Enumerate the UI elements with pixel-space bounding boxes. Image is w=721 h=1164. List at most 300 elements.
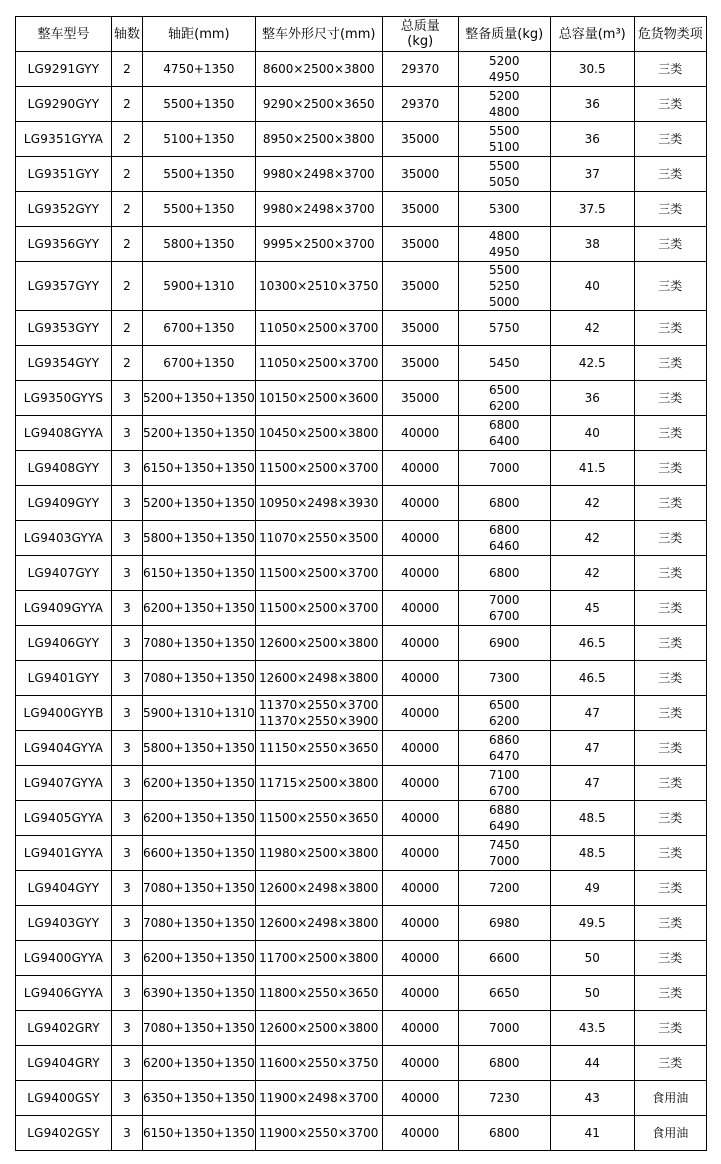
table-row [16,871,707,906]
cell-curb-mass-line: 5500 [488,263,520,277]
cell-hazard-class: 三类 [634,486,706,521]
table-row [16,941,707,976]
cell-curb-mass [458,976,550,1011]
cell-total-mass: 40000 [382,591,458,626]
cell-dimensions-line: 11370×2550×3700 [259,698,379,712]
cell-dimensions-line: 12600×2498×3800 [259,916,379,930]
cell-total-mass: 35000 [382,192,458,227]
cell-curb-mass-line: 4800 [488,229,520,243]
cell-axles: 3 [112,381,143,416]
cell-dimensions [255,311,382,346]
cell-axles: 3 [112,556,143,591]
cell-wheelbase: 6200+1350+1350 [143,1046,256,1081]
cell-hazard-class: 三类 [634,262,706,311]
cell-curb-mass [458,311,550,346]
table-row [16,661,707,696]
cell-total-mass: 40000 [382,731,458,766]
cell-curb-mass [458,626,550,661]
cell-model: LG9351GYY [16,157,112,192]
cell-dimensions-line: 11370×2550×3900 [259,714,379,728]
table-row [16,1116,707,1151]
cell-axles: 3 [112,871,143,906]
table-row [16,227,707,262]
cell-curb-mass-line: 6800 [488,496,520,510]
cell-model: LG9407GYYA [16,766,112,801]
cell-axles: 3 [112,1116,143,1151]
cell-wheelbase: 4750+1350 [143,52,256,87]
cell-total-mass: 35000 [382,346,458,381]
cell-hazard-class: 三类 [634,836,706,871]
cell-total-mass: 35000 [382,157,458,192]
cell-dimensions [255,486,382,521]
cell-model: LG9402GSY [16,1116,112,1151]
cell-curb-mass-line: 7000 [488,461,520,475]
cell-dimensions-line: 12600×2498×3800 [259,881,379,895]
cell-curb-mass-line: 5100 [488,140,520,154]
cell-hazard-class: 三类 [634,661,706,696]
cell-curb-mass [458,1116,550,1151]
cell-hazard-class: 食用油 [634,1081,706,1116]
header-axles: 轴数 [112,17,143,52]
cell-dimensions [255,192,382,227]
cell-curb-mass-line: 4950 [488,245,520,259]
cell-curb-mass [458,801,550,836]
cell-total-mass: 40000 [382,906,458,941]
cell-axles: 2 [112,192,143,227]
cell-wheelbase: 5200+1350+1350 [143,486,256,521]
cell-capacity: 48.5 [550,801,634,836]
cell-dimensions-line: 12600×2500×3800 [259,1021,379,1035]
cell-curb-mass-line: 6500 [488,383,520,397]
cell-curb-mass-line: 7300 [488,671,520,685]
header-model: 整车型号 [16,17,112,52]
cell-model: LG9357GYY [16,262,112,311]
cell-dimensions [255,556,382,591]
cell-wheelbase: 6200+1350+1350 [143,941,256,976]
cell-model: LG9406GYYA [16,976,112,1011]
cell-axles: 3 [112,1081,143,1116]
cell-axles: 3 [112,696,143,731]
cell-model: LG9356GYY [16,227,112,262]
table-body [16,52,707,1151]
cell-dimensions-line: 11050×2500×3700 [259,356,379,370]
cell-hazard-class: 三类 [634,871,706,906]
cell-total-mass: 40000 [382,801,458,836]
cell-dimensions-line: 11500×2550×3650 [259,811,379,825]
cell-wheelbase: 6700+1350 [143,346,256,381]
cell-dimensions [255,1011,382,1046]
cell-capacity: 37.5 [550,192,634,227]
header-curb-mass: 整备质量(kg) [458,17,550,52]
cell-hazard-class: 三类 [634,451,706,486]
cell-curb-mass-line: 6400 [488,434,520,448]
cell-axles: 3 [112,836,143,871]
cell-capacity: 36 [550,87,634,122]
cell-wheelbase: 6150+1350+1350 [143,1116,256,1151]
cell-hazard-class: 三类 [634,1011,706,1046]
cell-curb-mass [458,836,550,871]
cell-capacity: 45 [550,591,634,626]
cell-curb-mass [458,486,550,521]
cell-curb-mass-line: 6470 [488,749,520,763]
cell-dimensions-line: 11070×2550×3500 [259,531,379,545]
cell-total-mass: 29370 [382,52,458,87]
cell-curb-mass-line: 5200 [488,54,520,68]
cell-model: LG9409GYY [16,486,112,521]
cell-axles: 3 [112,766,143,801]
cell-total-mass: 40000 [382,626,458,661]
cell-capacity: 44 [550,1046,634,1081]
cell-model: LG9352GYY [16,192,112,227]
table-row [16,87,707,122]
cell-axles: 3 [112,1011,143,1046]
cell-total-mass: 35000 [382,311,458,346]
cell-model: LG9400GYYB [16,696,112,731]
cell-axles: 3 [112,521,143,556]
cell-model: LG9400GYYA [16,941,112,976]
table-row [16,626,707,661]
cell-dimensions-line: 12600×2500×3800 [259,636,379,650]
cell-total-mass: 40000 [382,1046,458,1081]
cell-hazard-class: 三类 [634,766,706,801]
cell-curb-mass-line: 6980 [488,916,520,930]
cell-wheelbase: 7080+1350+1350 [143,871,256,906]
cell-capacity: 46.5 [550,626,634,661]
cell-model: LG9403GYY [16,906,112,941]
cell-curb-mass-line: 6490 [488,819,520,833]
cell-total-mass: 40000 [382,836,458,871]
cell-hazard-class: 三类 [634,1046,706,1081]
cell-total-mass: 35000 [382,122,458,157]
cell-dimensions [255,381,382,416]
table-row [16,416,707,451]
cell-model: LG9402GRY [16,1011,112,1046]
cell-model: LG9353GYY [16,311,112,346]
cell-curb-mass-line: 5500 [488,124,520,138]
cell-total-mass: 40000 [382,941,458,976]
cell-curb-mass [458,227,550,262]
cell-curb-mass-line: 6860 [488,733,520,747]
cell-capacity: 50 [550,941,634,976]
cell-capacity: 42 [550,311,634,346]
cell-dimensions-line: 9290×2500×3650 [262,97,375,111]
cell-curb-mass-line: 5500 [488,159,520,173]
cell-model: LG9351GYYA [16,122,112,157]
cell-hazard-class: 三类 [634,976,706,1011]
cell-dimensions [255,696,382,731]
cell-model: LG9291GYY [16,52,112,87]
cell-hazard-class: 三类 [634,311,706,346]
cell-curb-mass [458,556,550,591]
cell-curb-mass-line: 6880 [488,803,520,817]
cell-curb-mass-line: 6800 [488,418,520,432]
cell-model: LG9401GYY [16,661,112,696]
cell-curb-mass [458,346,550,381]
cell-curb-mass [458,87,550,122]
cell-axles: 3 [112,486,143,521]
table-row [16,521,707,556]
cell-dimensions [255,87,382,122]
cell-wheelbase: 6600+1350+1350 [143,836,256,871]
cell-total-mass: 40000 [382,1081,458,1116]
cell-capacity: 40 [550,416,634,451]
cell-wheelbase: 6700+1350 [143,311,256,346]
cell-wheelbase: 5200+1350+1350 [143,416,256,451]
cell-axles: 2 [112,122,143,157]
cell-curb-mass-line: 5200 [488,89,520,103]
cell-total-mass: 40000 [382,871,458,906]
cell-dimensions [255,1081,382,1116]
cell-axles: 3 [112,1046,143,1081]
cell-total-mass: 40000 [382,416,458,451]
cell-hazard-class: 三类 [634,556,706,591]
cell-curb-mass [458,906,550,941]
cell-axles: 2 [112,87,143,122]
cell-curb-mass-line: 7450 [488,838,520,852]
table-row [16,192,707,227]
cell-hazard-class: 三类 [634,521,706,556]
cell-dimensions-line: 11150×2550×3650 [259,741,379,755]
cell-curb-mass [458,52,550,87]
cell-dimensions [255,661,382,696]
cell-capacity: 41 [550,1116,634,1151]
cell-wheelbase: 5900+1310 [143,262,256,311]
cell-wheelbase: 5800+1350 [143,227,256,262]
cell-dimensions-line: 10450×2500×3800 [259,426,379,440]
cell-curb-mass-line: 6700 [488,784,520,798]
cell-model: LG9350GYYS [16,381,112,416]
table-row [16,262,707,311]
cell-dimensions-line: 10150×2500×3600 [259,391,379,405]
cell-hazard-class: 三类 [634,591,706,626]
table-row [16,1011,707,1046]
cell-dimensions-line: 11500×2500×3700 [259,566,379,580]
cell-curb-mass-line: 4800 [488,105,520,119]
cell-model: LG9401GYYA [16,836,112,871]
cell-capacity: 47 [550,696,634,731]
cell-curb-mass [458,381,550,416]
cell-curb-mass [458,591,550,626]
cell-model: LG9404GYYA [16,731,112,766]
cell-total-mass: 35000 [382,227,458,262]
cell-capacity: 43.5 [550,1011,634,1046]
cell-capacity: 47 [550,731,634,766]
cell-hazard-class: 三类 [634,122,706,157]
cell-hazard-class: 三类 [634,87,706,122]
cell-capacity: 42 [550,556,634,591]
header-hazard-class: 危货物类项 [634,17,706,52]
cell-model: LG9400GSY [16,1081,112,1116]
cell-curb-mass-line: 7230 [488,1091,520,1105]
cell-curb-mass-line: 5050 [488,175,520,189]
cell-dimensions [255,451,382,486]
cell-axles: 3 [112,591,143,626]
cell-dimensions-line: 8600×2500×3800 [262,62,375,76]
cell-hazard-class: 三类 [634,696,706,731]
header-wheelbase: 轴距(mm) [143,17,256,52]
cell-curb-mass-line: 5450 [488,356,520,370]
cell-wheelbase: 6200+1350+1350 [143,766,256,801]
cell-hazard-class: 三类 [634,157,706,192]
cell-total-mass: 35000 [382,381,458,416]
cell-dimensions-line: 11500×2500×3700 [259,601,379,615]
cell-dimensions [255,346,382,381]
table-row [16,157,707,192]
header-row [16,17,707,52]
cell-model: LG9290GYY [16,87,112,122]
cell-dimensions [255,976,382,1011]
cell-curb-mass-line: 6800 [488,566,520,580]
cell-dimensions-line: 11500×2500×3700 [259,461,379,475]
cell-model: LG9405GYYA [16,801,112,836]
header-capacity: 总容量(m³) [550,17,634,52]
cell-dimensions-line: 11900×2550×3700 [259,1126,379,1140]
cell-total-mass: 35000 [382,262,458,311]
table-row [16,1081,707,1116]
cell-dimensions [255,906,382,941]
cell-total-mass: 40000 [382,661,458,696]
cell-dimensions-line: 11980×2500×3800 [259,846,379,860]
cell-capacity: 40 [550,262,634,311]
cell-wheelbase: 5200+1350+1350 [143,381,256,416]
cell-axles: 3 [112,906,143,941]
cell-dimensions-line: 11800×2550×3650 [259,986,379,1000]
cell-curb-mass-line: 6800 [488,523,520,537]
cell-dimensions [255,731,382,766]
cell-dimensions-line: 9995×2500×3700 [262,237,375,251]
cell-curb-mass-line: 6600 [488,951,520,965]
cell-model: LG9406GYY [16,626,112,661]
cell-model: LG9407GYY [16,556,112,591]
cell-axles: 2 [112,262,143,311]
cell-curb-mass [458,731,550,766]
cell-curb-mass [458,661,550,696]
cell-total-mass: 29370 [382,87,458,122]
cell-total-mass: 40000 [382,486,458,521]
cell-dimensions-line: 12600×2498×3800 [259,671,379,685]
cell-hazard-class: 三类 [634,416,706,451]
cell-capacity: 41.5 [550,451,634,486]
cell-capacity: 43 [550,1081,634,1116]
cell-dimensions-line: 11715×2500×3800 [259,776,379,790]
cell-total-mass: 40000 [382,521,458,556]
cell-model: LG9403GYYA [16,521,112,556]
cell-wheelbase: 7080+1350+1350 [143,626,256,661]
cell-axles: 3 [112,451,143,486]
cell-model: LG9408GYY [16,451,112,486]
cell-hazard-class: 三类 [634,52,706,87]
cell-total-mass: 40000 [382,451,458,486]
cell-hazard-class: 三类 [634,906,706,941]
cell-axles: 3 [112,941,143,976]
cell-capacity: 36 [550,381,634,416]
cell-hazard-class: 三类 [634,346,706,381]
cell-curb-mass-line: 6200 [488,399,520,413]
cell-capacity: 42.5 [550,346,634,381]
cell-curb-mass-line: 6800 [488,1056,520,1070]
cell-model: LG9404GYY [16,871,112,906]
cell-curb-mass-line: 6200 [488,714,520,728]
cell-axles: 2 [112,52,143,87]
cell-curb-mass [458,262,550,311]
cell-curb-mass-line: 6650 [488,986,520,1000]
cell-curb-mass [458,521,550,556]
cell-wheelbase: 5800+1350+1350 [143,731,256,766]
cell-capacity: 36 [550,122,634,157]
header-total-mass-line: (kg) [407,34,434,49]
cell-curb-mass [458,157,550,192]
cell-hazard-class: 三类 [634,381,706,416]
cell-wheelbase: 6350+1350+1350 [143,1081,256,1116]
cell-curb-mass-line: 5250 [488,279,520,293]
cell-dimensions [255,122,382,157]
cell-wheelbase: 6390+1350+1350 [143,976,256,1011]
cell-axles: 3 [112,416,143,451]
cell-hazard-class: 三类 [634,227,706,262]
cell-wheelbase: 5800+1350+1350 [143,521,256,556]
cell-axles: 3 [112,801,143,836]
cell-hazard-class: 三类 [634,731,706,766]
table-row [16,906,707,941]
cell-dimensions-line: 8950×2500×3800 [262,132,375,146]
cell-curb-mass-line: 6500 [488,698,520,712]
cell-dimensions [255,227,382,262]
cell-curb-mass [458,1046,550,1081]
cell-curb-mass-line: 7200 [488,881,520,895]
cell-model: LG9408GYYA [16,416,112,451]
cell-curb-mass [458,1081,550,1116]
cell-curb-mass-line: 7100 [488,768,520,782]
table-row [16,696,707,731]
cell-wheelbase: 7080+1350+1350 [143,661,256,696]
cell-dimensions [255,416,382,451]
vehicle-spec-table [15,16,707,1151]
cell-model: LG9354GYY [16,346,112,381]
cell-capacity: 46.5 [550,661,634,696]
cell-curb-mass [458,871,550,906]
table-row [16,766,707,801]
cell-total-mass: 40000 [382,1116,458,1151]
cell-curb-mass [458,766,550,801]
table-row [16,591,707,626]
cell-curb-mass [458,416,550,451]
cell-dimensions [255,52,382,87]
cell-total-mass: 40000 [382,1011,458,1046]
cell-dimensions-line: 10950×2498×3930 [259,496,379,510]
cell-total-mass: 40000 [382,976,458,1011]
cell-total-mass: 40000 [382,556,458,591]
cell-wheelbase: 7080+1350+1350 [143,1011,256,1046]
cell-axles: 2 [112,346,143,381]
table-row [16,801,707,836]
cell-curb-mass [458,1011,550,1046]
cell-dimensions [255,262,382,311]
cell-curb-mass-line: 6700 [488,609,520,623]
cell-dimensions [255,157,382,192]
cell-dimensions-line: 11600×2550×3750 [259,1056,379,1070]
cell-curb-mass-line: 5750 [488,321,520,335]
cell-dimensions [255,591,382,626]
cell-dimensions-line: 11050×2500×3700 [259,321,379,335]
cell-dimensions [255,1116,382,1151]
cell-wheelbase: 6200+1350+1350 [143,591,256,626]
cell-wheelbase: 5500+1350 [143,157,256,192]
cell-curb-mass [458,451,550,486]
cell-curb-mass-line: 6460 [488,539,520,553]
table-row [16,836,707,871]
table-row [16,122,707,157]
cell-axles: 2 [112,311,143,346]
